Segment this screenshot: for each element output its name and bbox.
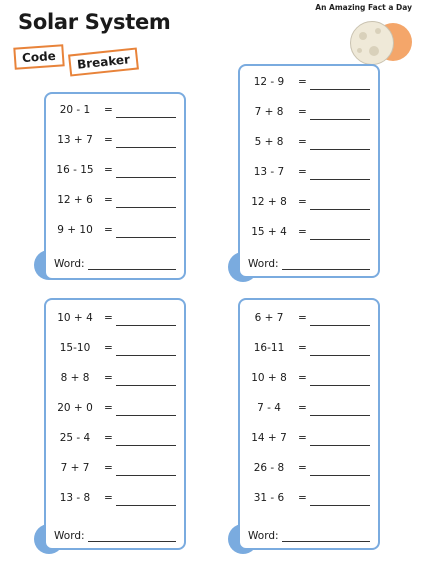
problem-row: 7 - 4 = [250,400,380,418]
problem-row: 31 - 6 = [250,490,380,508]
problem-expression: 12 + 8 [251,196,287,208]
problem-row: 5 + 8 = [250,134,380,152]
problem-expression: 6 + 7 [254,312,284,324]
tagline: An Amazing Fact a Day [315,3,412,12]
problem-expression: 14 + 7 [251,432,287,444]
problem-expression: 13 - 8 [59,492,91,504]
answer-line[interactable] [310,89,370,90]
problem-expression: 7 - 4 [257,402,281,414]
problem-expression: 31 - 6 [253,492,285,504]
word-label: Word: [54,258,85,270]
problem-expression: 13 + 7 [57,134,93,146]
problem-expression: 12 - 9 [253,76,285,88]
problem-row: 25 - 4 = [56,430,186,448]
problem-expression: 26 - 8 [253,462,285,474]
problem-expression: 10 + 8 [251,372,287,384]
answer-line[interactable] [116,325,176,326]
problem-expression: 15 + 4 [251,226,287,238]
code-card-1 [44,92,186,280]
answer-line[interactable] [310,239,370,240]
answer-line[interactable] [310,475,370,476]
problem-row: 20 + 0 = [56,400,186,418]
problem-row: 12 - 9 = [250,74,380,92]
problem-expression: 15-10 [59,342,91,354]
word-answer-line[interactable] [88,269,176,270]
answer-line[interactable] [116,147,176,148]
problem-row: 13 - 7 = [250,164,380,182]
answer-line[interactable] [116,445,176,446]
problem-row: 12 + 6 = [56,192,186,210]
answer-line[interactable] [116,355,176,356]
answer-line[interactable] [310,385,370,386]
problem-expression: 7 + 7 [60,462,90,474]
problem-expression: 10 + 4 [57,312,93,324]
problem-row: 26 - 8 = [250,460,380,478]
problem-expression: 25 - 4 [59,432,91,444]
answer-line[interactable] [310,445,370,446]
word-answer-line[interactable] [282,541,370,542]
code-card-4 [238,298,380,550]
problem-expression: 13 - 7 [253,166,285,178]
code-card-3 [44,298,186,550]
problem-expression: 9 + 10 [57,224,93,236]
problem-row: 13 + 7 = [56,132,186,150]
word-label: Word: [248,258,279,270]
answer-line[interactable] [310,505,370,506]
problem-row: 10 + 8 = [250,370,380,388]
answer-line[interactable] [310,149,370,150]
answer-line[interactable] [116,177,176,178]
word-answer-line[interactable] [88,541,176,542]
answer-line[interactable] [116,475,176,476]
answer-line[interactable] [310,355,370,356]
problem-row: 20 - 1 = [56,102,186,120]
answer-line[interactable] [116,505,176,506]
problem-expression: 20 + 0 [57,402,93,414]
code-card-2 [238,64,380,278]
breaker-label: Breaker [68,47,139,76]
answer-line[interactable] [310,179,370,180]
problem-row: 6 + 7 = [250,310,380,328]
problem-row: 10 + 4 = [56,310,186,328]
problem-expression: 12 + 6 [57,194,93,206]
answer-line[interactable] [116,385,176,386]
problem-expression: 16 - 15 [56,164,94,176]
problem-row: 7 + 7 = [56,460,186,478]
answer-line[interactable] [310,325,370,326]
problem-row: 16-11 = [250,340,380,358]
problem-expression: 20 - 1 [59,104,91,116]
word-answer-line[interactable] [282,269,370,270]
answer-line[interactable] [116,237,176,238]
problem-row: 12 + 8 = [250,194,380,212]
problem-row: 7 + 8 = [250,104,380,122]
problem-row: 15 + 4 = [250,224,380,242]
answer-line[interactable] [310,119,370,120]
answer-line[interactable] [116,415,176,416]
answer-line[interactable] [310,209,370,210]
page-title: Solar System [18,10,171,34]
problem-expression: 7 + 8 [254,106,284,118]
problem-row: 13 - 8 = [56,490,186,508]
problem-row: 9 + 10 = [56,222,186,240]
problem-row: 8 + 8 = [56,370,186,388]
problem-row: 15-10 = [56,340,186,358]
word-label: Word: [54,530,85,542]
answer-line[interactable] [116,207,176,208]
problem-expression: 16-11 [253,342,285,354]
problem-expression: 8 + 8 [60,372,90,384]
word-label: Word: [248,530,279,542]
answer-line[interactable] [310,415,370,416]
problem-row: 16 - 15 = [56,162,186,180]
code-label: Code [13,44,64,69]
problem-row: 14 + 7 = [250,430,380,448]
answer-line[interactable] [116,117,176,118]
moon-icon [350,21,394,65]
problem-expression: 5 + 8 [254,136,284,148]
